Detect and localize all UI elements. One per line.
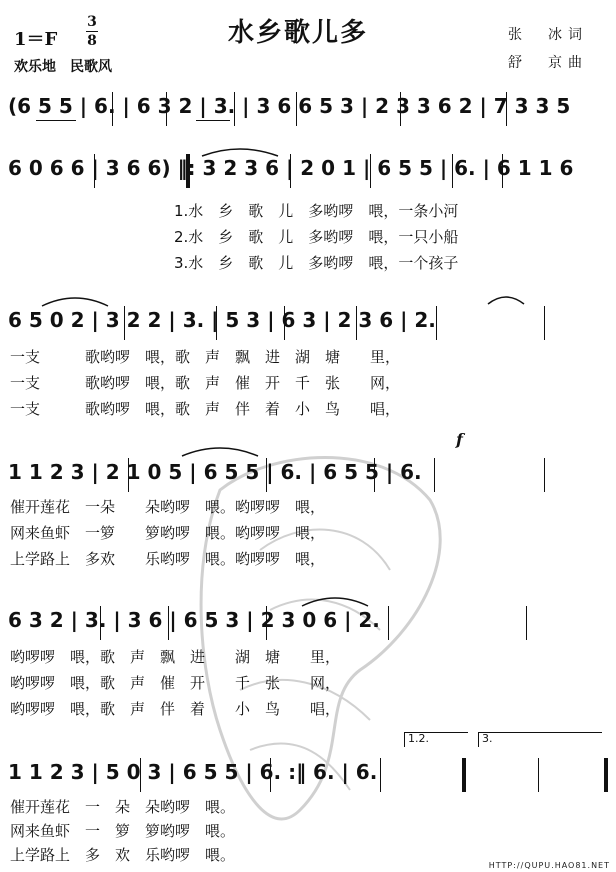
volta-bracket-second: 3.: [478, 732, 602, 747]
beam-underline: [36, 120, 76, 121]
lyric-verse-3: 哟啰啰 喂，歌 声 伴 着 小 鸟 唱，: [10, 700, 341, 718]
score-row-6: [0, 756, 616, 864]
tempo-style: 欢乐地 民歌风: [14, 59, 112, 75]
meter-denominator: 8: [87, 33, 97, 49]
barline: [380, 758, 381, 792]
barline: [544, 306, 545, 340]
barline: [356, 306, 357, 340]
notation-line: 6 3 2 | 3. | 3 6 | 6 5 3 | 2 3 0 6 | 2.: [8, 608, 380, 632]
lyric-verse-3: 3.水 乡 歌 儿 多哟啰 喂，一个孩子: [174, 254, 459, 272]
barline: [526, 606, 527, 640]
lyric-verse-1: 催开莲花 一 朵 朵哟啰 喂。: [10, 798, 236, 816]
notation-line: 6 0 6 6 | 3 6 6) ‖: 3 2 3 6 | 2 0 1 | 6 5 5 | 6. | 6 1 1 6: [8, 156, 574, 180]
score-row-2: [0, 152, 616, 272]
meter-numerator: 3: [87, 14, 97, 30]
repeat-start-barline: [186, 154, 190, 188]
barline: [166, 92, 167, 126]
barline: [434, 458, 435, 492]
dynamic-forte: f: [456, 430, 463, 449]
barline: [370, 154, 371, 188]
lyric-verse-2: 网来鱼虾 一箩 箩哟啰 喂。哟啰啰 喂，: [10, 524, 326, 542]
composer-credit: 舒 京曲: [508, 55, 588, 71]
barline: [270, 758, 271, 792]
volta-bracket-first: 1.2.: [404, 732, 468, 747]
barline: [452, 154, 453, 188]
barline: [296, 92, 297, 126]
meter-divider: [86, 31, 98, 32]
lyric-verse-2: 哟啰啰 喂，歌 声 催 开 千 张 网，: [10, 674, 341, 692]
barline: [140, 758, 141, 792]
barline: [168, 606, 169, 640]
lyric-verse-2: 网来鱼虾 一 箩 箩哟啰 喂。: [10, 822, 236, 840]
site-watermark: HTTP://QUPU.HAO81.NET: [488, 861, 610, 870]
barline: [436, 306, 437, 340]
lyric-verse-3: 上学路上 多 欢 乐哟啰 喂。: [10, 846, 236, 864]
barline: [388, 606, 389, 640]
slur: [486, 290, 526, 306]
repeat-end-barline: [462, 758, 466, 792]
score-row-4: [0, 456, 616, 568]
barline: [100, 606, 101, 640]
score-row-1: [0, 90, 616, 134]
song-title: 水乡歌儿多: [228, 18, 369, 48]
notation-line: 6 5 0 2 | 3 2 2 | 3. | 5 3 | 6 3 | 2 3 6 | 2.: [8, 308, 436, 332]
lyric-verse-1: 哟啰啰 喂，歌 声 飘 进 湖 塘 里，: [10, 648, 341, 666]
barline: [266, 606, 267, 640]
key-signature: 1＝F: [14, 29, 58, 50]
lyric-verse-2: 2.水 乡 歌 儿 多哟啰 喂，一只小船: [174, 228, 459, 246]
barline: [538, 758, 539, 792]
slur: [300, 592, 370, 608]
slur: [200, 144, 280, 158]
lyric-verse-3: 一支 歌哟啰 喂，歌 声 伴 着 小 鸟 唱，: [10, 400, 401, 418]
final-barline: [604, 758, 608, 792]
barline: [284, 306, 285, 340]
barline: [502, 154, 503, 188]
time-signature: [86, 14, 98, 49]
barline: [112, 92, 113, 126]
barline: [544, 458, 545, 492]
barline: [94, 154, 95, 188]
barline: [266, 458, 267, 492]
lyric-verse-2: 一支 歌哟啰 喂，歌 声 催 开 千 张 网，: [10, 374, 401, 392]
barline: [400, 92, 401, 126]
beam-underline: [196, 120, 230, 121]
barline: [374, 458, 375, 492]
slur: [40, 292, 110, 308]
notation-line: 1 1 2 3 | 5 0 3 | 6 5 5 | 6. :‖ 6. | 6.: [8, 760, 378, 784]
score-row-5: [0, 604, 616, 718]
notation-line: 1 1 2 3 | 2 1 0 5 | 6 5 5 | 6. | 6 5 5 | 6.: [8, 460, 422, 484]
score-row-3: [0, 304, 616, 418]
barline: [506, 92, 507, 126]
barline: [290, 154, 291, 188]
slur: [180, 442, 260, 458]
lyric-verse-1: 催开莲花 一朵 朵哟啰 喂。哟啰啰 喂，: [10, 498, 326, 516]
barline: [216, 306, 217, 340]
notation-line: (6 5 5 | 6. | 6 3 2 | 3. | 3 6 6 5 3 | 2 3 3 6 2 | 7 3 3 5: [8, 94, 571, 118]
lyric-verse-1: 一支 歌哟啰 喂，歌 声 飘 进 湖 塘 里，: [10, 348, 401, 366]
barline: [124, 306, 125, 340]
lyric-verse-1: 1.水 乡 歌 儿 多哟啰 喂，一条小河: [174, 202, 459, 220]
lyric-verse-3: 上学路上 多欢 乐哟啰 喂。哟啰啰 喂，: [10, 550, 326, 568]
barline: [128, 458, 129, 492]
barline: [234, 92, 235, 126]
lyricist-credit: 张 冰词: [508, 27, 588, 43]
